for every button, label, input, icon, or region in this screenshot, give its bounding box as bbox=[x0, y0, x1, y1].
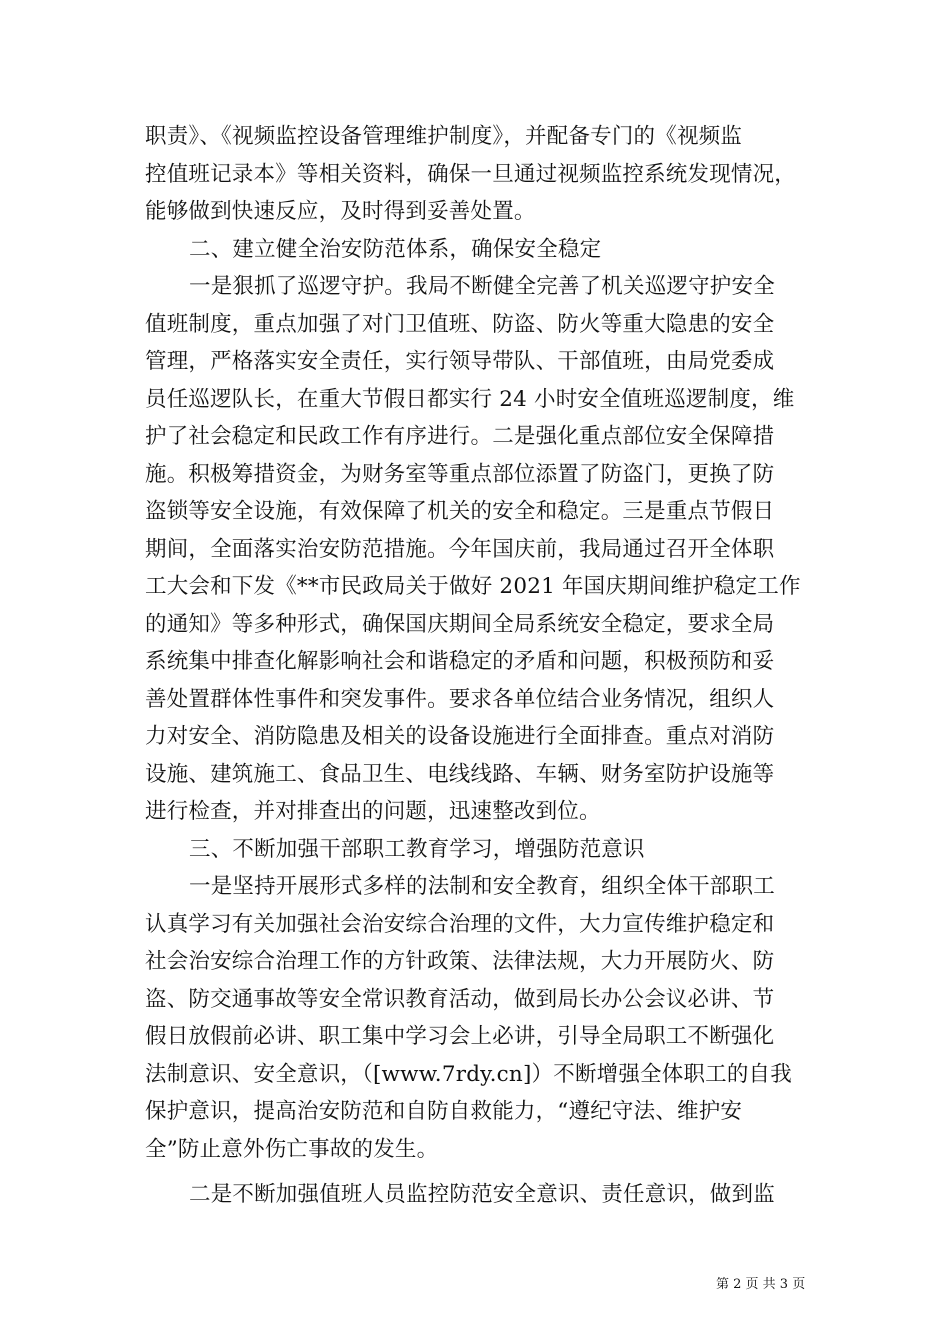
text-line: 期间，全面落实治安防范措施。今年国庆前，我局通过召开全体职 bbox=[145, 537, 775, 562]
text-line: 法制意识、安全意识，（[www.7rdy.cn]）不断增强全体职工的自我 bbox=[145, 1062, 792, 1087]
text-line: 员任巡逻队长，在重大节假日都实行 24 小时安全值班巡逻制度，维 bbox=[145, 387, 795, 412]
text-line: 施。积极筹措资金，为财务室等重点部位添置了防盗门，更换了防 bbox=[145, 462, 775, 487]
section-heading: 二、建立健全治安防范体系，确保安全稳定 bbox=[189, 237, 602, 262]
text-line: 进行检查，并对排查出的问题，迅速整改到位。 bbox=[145, 799, 601, 824]
section-heading: 三、不断加强干部职工教育学习，增强防范意识 bbox=[189, 837, 645, 862]
text-line: 管理，严格落实安全责任，实行领导带队、干部值班，由局党委成 bbox=[145, 349, 775, 374]
text-line: 力对安全、消防隐患及相关的设备设施进行全面排查。重点对消防 bbox=[145, 724, 775, 749]
text-line: 保护意识，提高治安防范和自防自救能力，“遵纪守法、维护安 bbox=[145, 1099, 743, 1124]
text-line: 一是坚持开展形式多样的法制和安全教育，组织全体干部职工 bbox=[189, 874, 775, 899]
text-line: 能够做到快速反应，及时得到妥善处置。 bbox=[145, 199, 536, 224]
text-line: 盗、防交通事故等安全常识教育活动，做到局长办公会议必讲、节 bbox=[145, 987, 775, 1012]
text-line: 认真学习有关加强社会治安综合治理的文件，大力宣传维护稳定和 bbox=[145, 912, 775, 937]
text-line: 全”防止意外伤亡事故的发生。 bbox=[145, 1137, 439, 1162]
text-line: 设施、建筑施工、食品卫生、电线线路、车辆、财务室防护设施等 bbox=[145, 762, 775, 787]
text-line: 护了社会稳定和民政工作有序进行。二是强化重点部位安全保障措 bbox=[145, 424, 775, 449]
text-line: 工大会和下发《**市民政局关于做好 2021 年国庆期间维护稳定工作 bbox=[145, 574, 801, 599]
text-line: 系统集中排查化解影响社会和谐稳定的矛盾和问题，积极预防和妥 bbox=[145, 649, 775, 674]
text-line: 的通知》等多种形式，确保国庆期间全局系统安全稳定，要求全局 bbox=[145, 612, 775, 637]
page-number: 第 2 页 共 3 页 bbox=[716, 1277, 806, 1292]
text-line: 社会治安综合治理工作的方针政策、法律法规，大力开展防火、防 bbox=[145, 949, 775, 974]
text-line: 善处置群体性事件和突发事件。要求各单位结合业务情况，组织人 bbox=[145, 687, 775, 712]
text-line: 盗锁等安全设施，有效保障了机关的安全和稳定。三是重点节假日 bbox=[145, 499, 775, 524]
text-line: 值班制度，重点加强了对门卫值班、防盗、防火等重大隐患的安全 bbox=[145, 312, 775, 337]
text-line: 假日放假前必讲、职工集中学习会上必讲，引导全局职工不断强化 bbox=[145, 1024, 775, 1049]
text-line: 控值班记录本》等相关资料，确保一旦通过视频监控系统发现情况， bbox=[145, 162, 797, 187]
text-line: 一是狠抓了巡逻守护。我局不断健全完善了机关巡逻守护安全 bbox=[189, 274, 775, 299]
text-line: 二是不断加强值班人员监控防范安全意识、责任意识，做到监 bbox=[189, 1182, 775, 1207]
text-line: 职责》、《视频监控设备管理维护制度》，并配备专门的《视频监 bbox=[145, 124, 743, 149]
